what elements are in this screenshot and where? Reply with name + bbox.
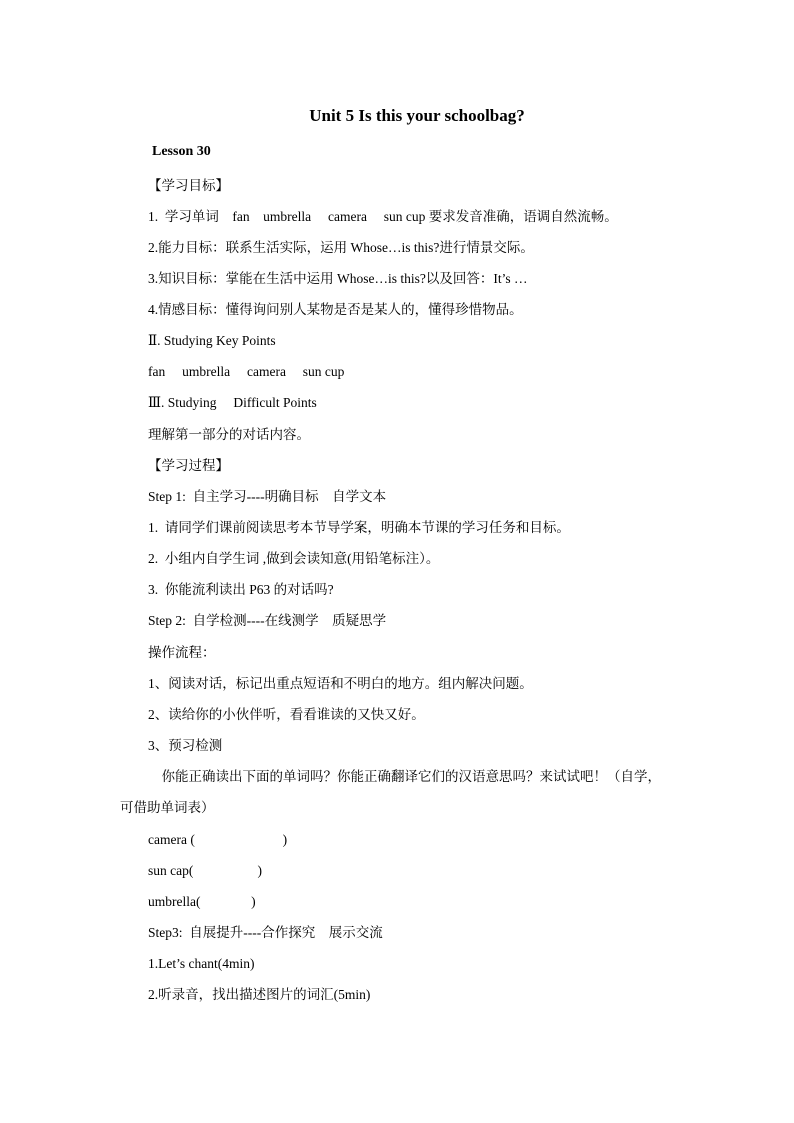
preview-instruction-continued: 可借助单词表） — [120, 800, 215, 815]
goal-vocabulary: 1. 学习单词 fan umbrella camera sun cup 要求发音准确，语调自然流畅。 — [148, 209, 618, 224]
vocab-item-sun-cap: sun cap( ) — [148, 863, 262, 878]
step-3-item-2: 2.听录音，找出描述图片的词汇(5min) — [148, 987, 371, 1002]
step-2-heading: Step 2: 自学检测----在线测学 质疑思学 — [148, 613, 387, 628]
step-1-item-2: 2. 小组内自学生词 ,做到会读知意(用铅笔标注）。 — [148, 551, 440, 566]
key-points-heading: Ⅱ. Studying Key Points — [148, 333, 276, 348]
step-1-item-1: 1. 请同学们课前阅读思考本节导学案，明确本节课的学习任务和目标。 — [148, 520, 570, 535]
step-1-heading: Step 1: 自主学习----明确目标 自学文本 — [148, 489, 387, 504]
section-heading-learning-goals: 【学习目标】 — [148, 178, 229, 193]
section-heading-learning-process: 【学习过程】 — [148, 458, 229, 473]
step-3-heading: Step3: 自展提升----合作探究 展示交流 — [148, 925, 383, 940]
goal-knowledge: 3.知识目标：掌能在生活中运用 Whose…is this?以及回答：It’s … — [148, 271, 528, 286]
procedure-heading: 操作流程： — [148, 645, 216, 660]
vocab-item-camera: camera ( ) — [148, 832, 288, 847]
step-1-item-3: 3. 你能流利读出 P63 的对话吗? — [148, 582, 334, 597]
goal-emotion: 4.情感目标：懂得询问别人某物是否是某人的，懂得珍惜物品。 — [148, 302, 523, 317]
procedure-item-3: 3、预习检测 — [148, 738, 223, 753]
difficult-points-text: 理解第一部分的对话内容。 — [148, 427, 310, 442]
procedure-item-2: 2、读给你的小伙伴听，看看谁读的又快又好。 — [148, 707, 425, 722]
document-title: Unit 5 Is this your schoolbag? — [309, 106, 525, 125]
procedure-item-1: 1、阅读对话，标记出重点短语和不明白的地方。组内解决问题。 — [148, 676, 533, 691]
vocab-item-umbrella: umbrella( ) — [148, 894, 256, 909]
preview-instruction: 你能正确读出下面的单词吗？你能正确翻译它们的汉语意思吗？来试试吧！（自学， — [148, 769, 661, 784]
step-3-item-1: 1.Let’s chant(4min) — [148, 956, 255, 971]
goal-ability: 2.能力目标：联系生活实际，运用 Whose…is this?进行情景交际。 — [148, 240, 534, 255]
key-points-words: fan umbrella camera sun cup — [148, 364, 345, 379]
lesson-heading: Lesson 30 — [152, 144, 211, 159]
difficult-points-heading: Ⅲ. Studying Difficult Points — [148, 395, 317, 410]
